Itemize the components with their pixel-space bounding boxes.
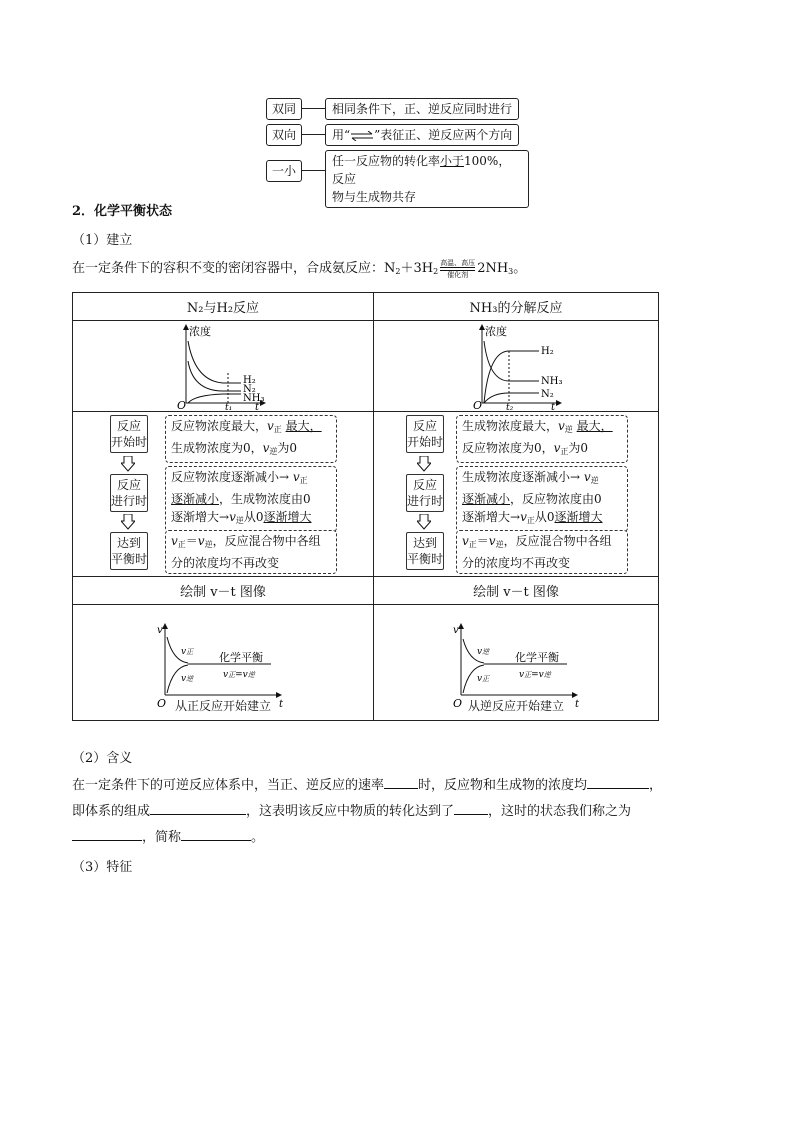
graph-left-cell bbox=[73, 321, 374, 412]
x-axis-label: t bbox=[255, 402, 260, 411]
curve-label-n2: N₂ bbox=[243, 384, 256, 395]
desc-start-left: 反应物浓度最大，$v_正$ 最大， 生成物浓度为0，$v_逆$为0 bbox=[165, 415, 337, 463]
draw-right-header: 绘制 v－t 图像 bbox=[374, 577, 659, 605]
label-yixiao: 一小 bbox=[266, 160, 302, 182]
equilibrium-table bbox=[72, 292, 659, 721]
blank-2[interactable] bbox=[587, 774, 649, 789]
blank-4[interactable] bbox=[454, 800, 488, 815]
label-shuangxiang: 双向 bbox=[266, 124, 302, 146]
blank-1[interactable] bbox=[384, 774, 418, 789]
curve-label-nh3: NH₃ bbox=[541, 376, 563, 387]
svg-text:v: v bbox=[453, 624, 459, 636]
text-shuangxiang-post: ”表征正、逆反应两个方向 bbox=[374, 128, 513, 142]
eq-end: 。 bbox=[513, 261, 527, 276]
origin-label: O bbox=[453, 696, 463, 709]
svg-text:v逆: v逆 bbox=[477, 646, 490, 657]
draw-left-header: 绘制 v－t 图像 bbox=[73, 577, 374, 605]
section-title: 2．化学平衡状态 bbox=[72, 204, 173, 219]
desc-progress-left: 反应物浓度逐渐减小→ $v_正$ 逐渐减小，生成物浓度由0 逐渐增大$\to v_逆$从0逐渐增大 bbox=[165, 466, 337, 532]
header-right: NH₃的分解反应 bbox=[374, 293, 659, 321]
text-shuangxiang bbox=[325, 124, 519, 146]
yixiao-line1-ul: 小于 bbox=[440, 154, 465, 168]
connector-3 bbox=[301, 170, 325, 171]
svg-text:v逆: v逆 bbox=[181, 673, 194, 684]
svg-text:v正=v逆: v正=v逆 bbox=[519, 669, 551, 680]
origin-label: O bbox=[157, 696, 167, 709]
eq-right: $2NH_3$ bbox=[477, 261, 514, 276]
y-axis-label: 浓度 bbox=[485, 325, 507, 338]
yixiao-line2: 物与生成物共存 bbox=[332, 190, 417, 204]
down-arrow-icon bbox=[417, 514, 431, 530]
vt-left-cell bbox=[73, 605, 374, 721]
subsection-3: （3）特征 bbox=[72, 860, 133, 875]
graph-right-cell bbox=[374, 321, 659, 412]
svg-text:v正=v逆: v正=v逆 bbox=[223, 669, 255, 680]
text-yixiao bbox=[325, 150, 529, 208]
equilibrium-label: 化学平衡 bbox=[219, 650, 263, 664]
text-shuangtong: 相同条件下，正、逆反应同时进行 bbox=[325, 98, 519, 120]
curve-label-h2: H₂ bbox=[541, 346, 554, 357]
yixiao-line1-post: 100%，反应 bbox=[332, 154, 511, 186]
desc-equilibrium-left: $v_正=v_逆$，反应混合物中各组 分的浓度均不再改变 bbox=[165, 530, 337, 574]
reversible-arrow-icon bbox=[350, 131, 374, 141]
desc-equilibrium-right: $v_正=v_逆$，反应混合物中各组 分的浓度均不再改变 bbox=[456, 530, 628, 574]
svg-text:v正: v正 bbox=[477, 673, 490, 684]
caption-right: 从逆反应开始建立 bbox=[467, 699, 564, 713]
eq-left: $N_2+3H_2$ bbox=[384, 261, 439, 276]
blank-5[interactable] bbox=[72, 826, 142, 841]
connector-1 bbox=[301, 108, 325, 109]
curve-label-n2: N₂ bbox=[541, 389, 554, 400]
step-progress-right: 反应 进行时 bbox=[406, 474, 444, 512]
yixiao-line1-pre: 任一反应物的转化率 bbox=[332, 154, 441, 168]
text-shuangxiang-pre: 用“ bbox=[332, 128, 351, 142]
svg-text:t: t bbox=[279, 698, 284, 709]
meaning-paragraph: 在一定条件下的可逆反应体系中，当正、逆反应的速率 时，反应物和生成物的浓度均 ， 即体系的组成 ，这表明该反应中物质的转化达到了 ，这时的状态我们称之为 ，简称 。 bbox=[72, 773, 732, 851]
x-axis-label: t bbox=[551, 402, 556, 411]
subsection-2: （2）含义 bbox=[72, 751, 133, 766]
label-shuangtong: 双同 bbox=[266, 98, 302, 120]
svg-text:v: v bbox=[157, 624, 163, 636]
tick-t1: t₁ bbox=[225, 403, 233, 411]
concentration-graph-left bbox=[73, 321, 373, 411]
step-start-right: 反应 开始时 bbox=[406, 415, 444, 453]
step-equilibrium-left: 达到 平衡时 bbox=[110, 532, 148, 570]
blank-6[interactable] bbox=[181, 826, 251, 841]
curve-label-nh3: NH₃ bbox=[243, 393, 265, 404]
equilibrium-label: 化学平衡 bbox=[515, 650, 559, 664]
svg-text:t: t bbox=[575, 698, 580, 709]
caption-left: 从正反应开始建立 bbox=[174, 699, 271, 713]
step-start-left: 反应 开始时 bbox=[110, 415, 148, 453]
blank-3[interactable] bbox=[150, 800, 246, 815]
origin-label: O bbox=[473, 399, 483, 411]
step-equilibrium-right: 达到 平衡时 bbox=[406, 532, 444, 570]
svg-text:v正: v正 bbox=[181, 646, 194, 657]
down-arrow-icon bbox=[417, 456, 431, 472]
vt-graph-left bbox=[73, 617, 373, 709]
header-left: N₂与H₂反应 bbox=[73, 293, 374, 321]
origin-label: O bbox=[177, 399, 187, 411]
vt-right-cell bbox=[374, 605, 659, 721]
process-right-cell bbox=[374, 412, 659, 577]
down-arrow-icon bbox=[121, 456, 135, 472]
eq-condition: 高温、高压 催化剂 bbox=[440, 258, 476, 279]
intro-text: 在一定条件下的容积不变的密闭容器中，合成氨反应： bbox=[72, 261, 385, 276]
subsection-1: （1）建立 bbox=[72, 233, 133, 248]
tick-t2: t₂ bbox=[506, 403, 514, 411]
curve-label-h2: H₂ bbox=[243, 375, 256, 386]
process-left-cell bbox=[73, 412, 374, 577]
desc-progress-right: 生成物浓度逐渐减小→ $v_逆$ 逐渐减小，反应物浓度由0 逐渐增大$\to v_正$从0逐渐增大 bbox=[456, 466, 628, 532]
desc-start-right: 生成物浓度最大，$v_逆$ 最大， 反应物浓度为0，$v_正$为0 bbox=[456, 415, 628, 463]
vt-graph-right bbox=[374, 617, 658, 709]
connector-2 bbox=[301, 134, 325, 135]
intro-line bbox=[72, 256, 526, 285]
y-axis-label: 浓度 bbox=[189, 325, 211, 338]
step-progress-left: 反应 进行时 bbox=[110, 474, 148, 512]
down-arrow-icon bbox=[121, 514, 135, 530]
concentration-graph-right bbox=[374, 321, 658, 411]
